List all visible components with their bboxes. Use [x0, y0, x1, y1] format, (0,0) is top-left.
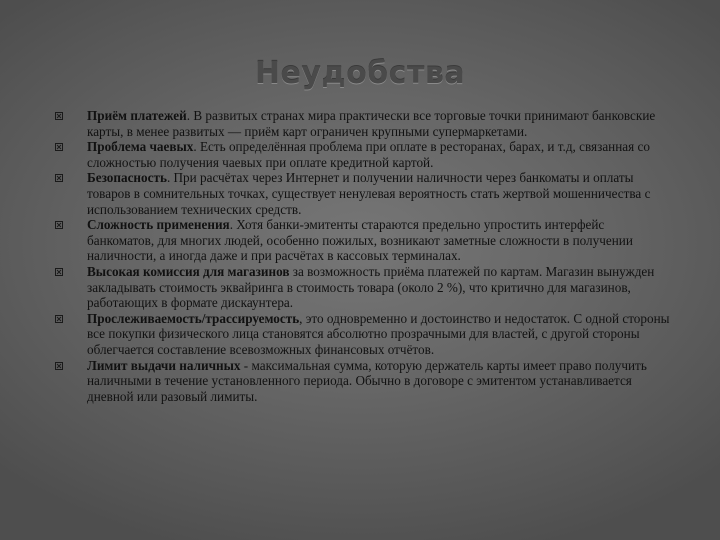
boxed-x-icon: [55, 362, 63, 370]
bullet-text: . Есть определённая проблема при оплате в ресторанах, барах, и т.д, связанная со сложностью получения чаевых при оплате кредитной картой.: [87, 139, 650, 170]
bullet-term: Безопасность: [87, 170, 167, 186]
bullet-item: [52, 217, 674, 264]
bullet-term: Приём платежей: [87, 108, 187, 123]
boxed-x-icon: [55, 268, 63, 276]
bullet-text: . В развитых странах мира практически все торговые точки принимают банковские карты, в менее развитых — приём карт ограничен крупными супермаркетами.: [87, 108, 656, 139]
bullet-item: [52, 358, 674, 405]
bullet-text: , это одновременно и достоинство и недостаток. С одной стороны все покупки физического лица становятся абсолютно прозрачными для властей, с другой стороны облегчается составление всевозможных финансовых отчётов.: [87, 310, 670, 357]
bullet-item: [52, 264, 674, 311]
bullet-term: Сложность применения: [87, 217, 230, 233]
boxed-x-icon: [55, 112, 63, 120]
bullet-item: [52, 170, 674, 217]
bullet-item: [52, 139, 674, 170]
bullet-item: [52, 311, 674, 358]
slide-title: Неудобства: [254, 56, 466, 91]
bullet-list: [52, 108, 674, 404]
bullet-term: Проблема чаевых: [87, 139, 194, 155]
boxed-x-icon: [55, 143, 63, 151]
bullet-text: . Хотя банки-эмитенты стараются предельно упростить интерфейс банкоматов, для многих людей, особенно пожилых, возникают заметные сложности в получении наличности, а иногда даже и при расчётах в кассовых терминалах.: [87, 217, 633, 264]
bullet-term: Лимит выдачи наличных: [87, 357, 241, 373]
bullet-text: - максимальная сумма, которую держатель карты имеет право получить наличными в течение установленного периода. Обычно в договоре с эмитентом устанавливается дневной или разовый лимиты.: [87, 357, 647, 404]
bullet-text: за возможность приёма платежей по картам. Магазин вынужден закладывать стоимость эквайринга в стоимость товара (около 2 %), что критично для магазинов, работающих в формате дискаунтера.: [87, 263, 655, 311]
boxed-x-icon: [55, 174, 63, 182]
bullet-item: [52, 108, 674, 139]
boxed-x-icon: [55, 315, 63, 323]
bullet-term: Высокая комиссия для магазинов: [87, 263, 290, 279]
bullet-text: . При расчётах через Интернет и получении наличности через банкоматы и оплаты товаров в сомнительных точках, существует ненулевая вероятность стать жертвой мошенничества с использованием технических средств.: [87, 170, 651, 217]
bullet-term: Прослеживаемость/трассируемость: [87, 310, 300, 326]
boxed-x-icon: [55, 221, 63, 229]
